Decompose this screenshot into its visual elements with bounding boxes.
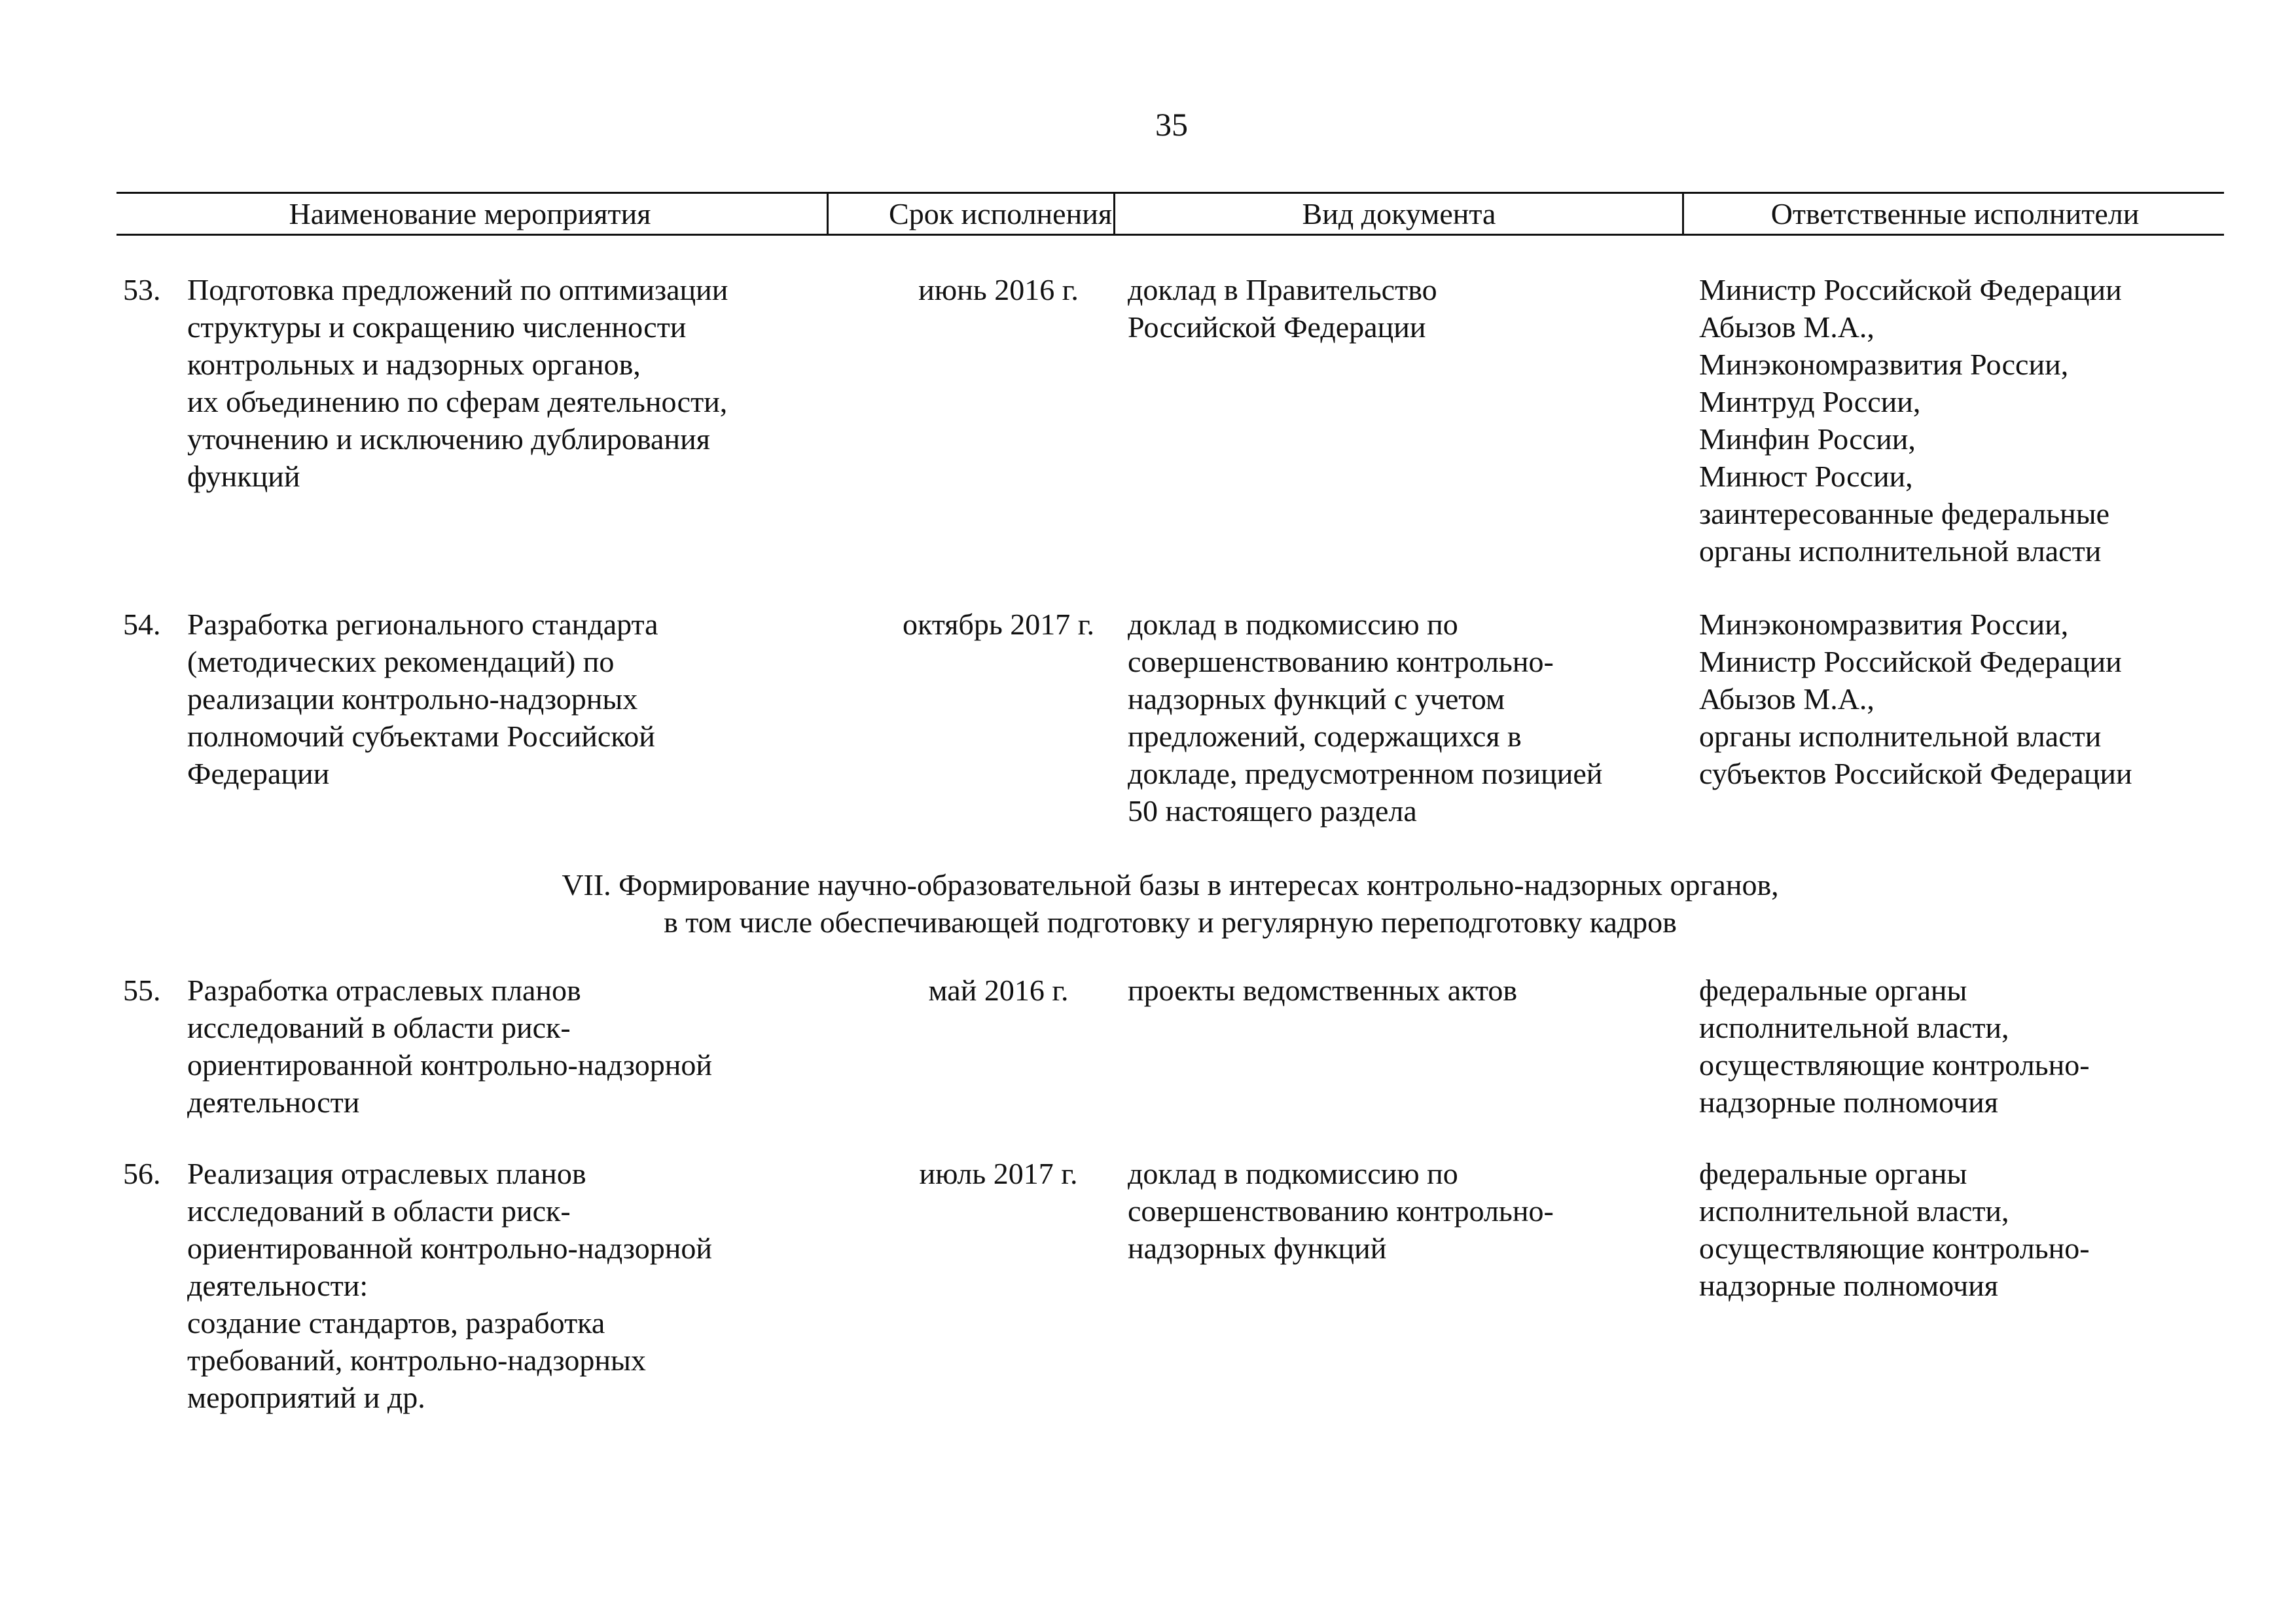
row-number: 56. xyxy=(123,1157,161,1190)
row-event-name: Разработка регионального стандарта (методических рекомендаций) по реализации контрольно-надзорных полномочий субъектами Российской Федерации xyxy=(187,608,658,790)
row-responsible: Минэкономразвития России, Министр Российской Федерации Абызов М.А., органы исполнительной власти субъектов Российской Федерации xyxy=(1699,608,2132,790)
header-col-name: Наименование мероприятия xyxy=(289,197,651,230)
row-responsible: Министр Российской Федерации Абызов М.А., Минэкономразвития России, Минтруд России, Минфин России, Минюст России, заинтересованные федеральные органы исполнительной власти xyxy=(1699,273,2122,568)
row-document-type: доклад в подкомиссию по совершенствованию контрольно- надзорных функций с учетом предложений, содержащихся в докладе, предусмотренном позицией 50 настоящего раздела xyxy=(1128,608,1603,828)
header-col-responsible: Ответственные исполнители xyxy=(1682,194,2226,234)
row-deadline: июль 2017 г. xyxy=(919,1157,1078,1190)
section-heading-line-1: VII. Формирование научно-образовательной базы в интересах контрольно-надзорных органов, xyxy=(562,868,1779,902)
page-number: 35 xyxy=(1155,106,1188,143)
row-responsible: федеральные органы исполнительной власти, осуществляющие контрольно- надзорные полномочия xyxy=(1699,974,2090,1119)
row-number: 55. xyxy=(123,974,161,1007)
table-header xyxy=(117,192,2224,236)
header-col-deadline: Срок исполнения xyxy=(827,194,1172,234)
section-heading-vii xyxy=(117,866,2224,941)
row-deadline: октябрь 2017 г. xyxy=(903,608,1094,641)
row-number: 53. xyxy=(123,273,161,306)
row-event-name: Разработка отраслевых планов исследований в области риск- ориентированной контрольно-надзорной деятельности xyxy=(187,974,712,1119)
row-responsible: федеральные органы исполнительной власти, осуществляющие контрольно- надзорные полномочия xyxy=(1699,1157,2090,1302)
row-document-type: проекты ведомственных актов xyxy=(1128,974,1518,1007)
section-heading-line-2: в том числе обеспечивающей подготовку и регулярную переподготовку кадров xyxy=(664,905,1677,939)
header-col-doctype: Вид документа xyxy=(1113,194,1683,234)
row-event-name: Реализация отраслевых планов исследований в области риск- ориентированной контрольно-надзорной деятельности: создание стандартов, разработка требований, контрольно-надзорных мероприятий и др. xyxy=(187,1157,712,1414)
row-deadline: июнь 2016 г. xyxy=(918,273,1079,306)
row-deadline: май 2016 г. xyxy=(928,974,1069,1007)
row-document-type: доклад в подкомиссию по совершенствованию контрольно- надзорных функций xyxy=(1128,1157,1554,1265)
row-document-type: доклад в Правительство Российской Федерации xyxy=(1128,273,1437,344)
row-number: 54. xyxy=(123,608,161,641)
row-event-name: Подготовка предложений по оптимизации структуры и сокращению численности контрольных и надзорных органов, их объединению по сферам деятельности, уточнению и исключению дублирования функций xyxy=(187,273,728,493)
